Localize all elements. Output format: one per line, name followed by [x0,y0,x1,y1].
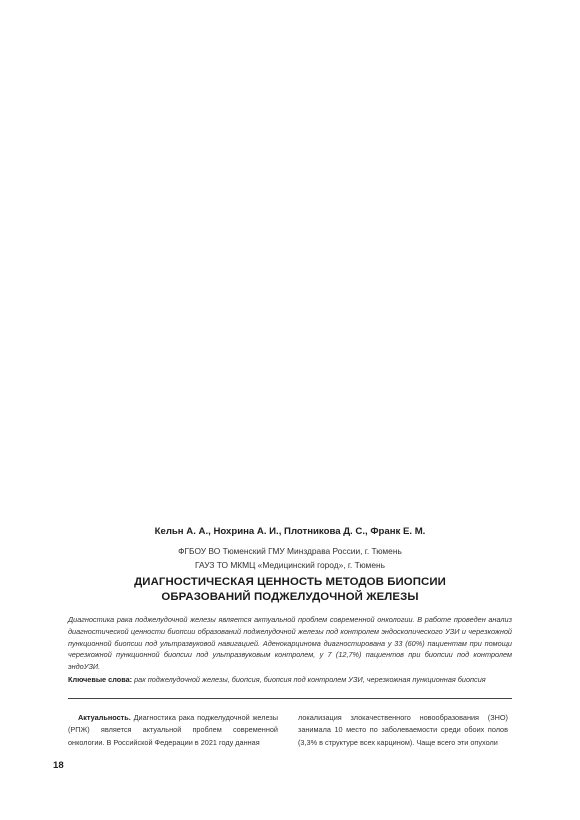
authors: Кельн А. А., Нохрина А. И., Плотникова Д. С., Франк Е. М. [154,526,426,537]
body-column-left [68,712,278,749]
keywords-label: Ключевые слова: [68,675,135,684]
section-lead-label: Актуальность. [78,713,134,722]
page-number: 18 [53,760,64,771]
section-divider [68,698,512,699]
affiliation-1: ФГБОУ ВО Тюменский ГМУ Минздрава России, г. Тюмень [178,546,402,556]
title-line-1: ДИАГНОСТИЧЕСКАЯ ЦЕННОСТЬ МЕТОДОВ БИОПСИИ [134,576,446,588]
affiliation-2: ГАУЗ ТО МКМЦ «Медицинский город», г. Тюмень [195,560,385,570]
keywords-text: рак поджелудочной железы, биопсия, биопсия под контролем УЗИ, черезкожная пункционная биопсия [134,675,486,684]
abstract: Диагностика рака поджелудочной железы является актуальной проблем современной онкологии. В работе проведен анализ диагностической ценности биопсии образований поджелудочной железы под контролем эндоскопического УЗИ и черезкожной пункционной биопсии под ультразвуковой навигацией. Аденокарцинома диагностирована у 33 (60%) пациентам при помощи черезкожной пункционной биопсии под ультразвуковым контролем, у 7 (12,7%) пациентов при биопсии под контролем эндоУЗИ. [68,615,512,672]
title-line-2: ОБРАЗОВАНИЙ ПОДЖЕЛУДОЧНОЙ ЖЕЛЕЗЫ [161,590,419,603]
keywords [68,674,512,686]
body-text-right: локализация злокачественного новообразования (ЗНО) занимала 10 место по заболеваемости среди обоих полов (3,3% в структуре всех карцином). Чаще всего эти опухоли [298,713,508,747]
article-title [0,575,580,604]
body-text-left: Диагностика рака поджелудочной железы (РПЖ) является актуальной проблем современной онкологии. В Российской Федерации в 2021 году данная [68,713,278,747]
body-column-right [298,712,508,749]
